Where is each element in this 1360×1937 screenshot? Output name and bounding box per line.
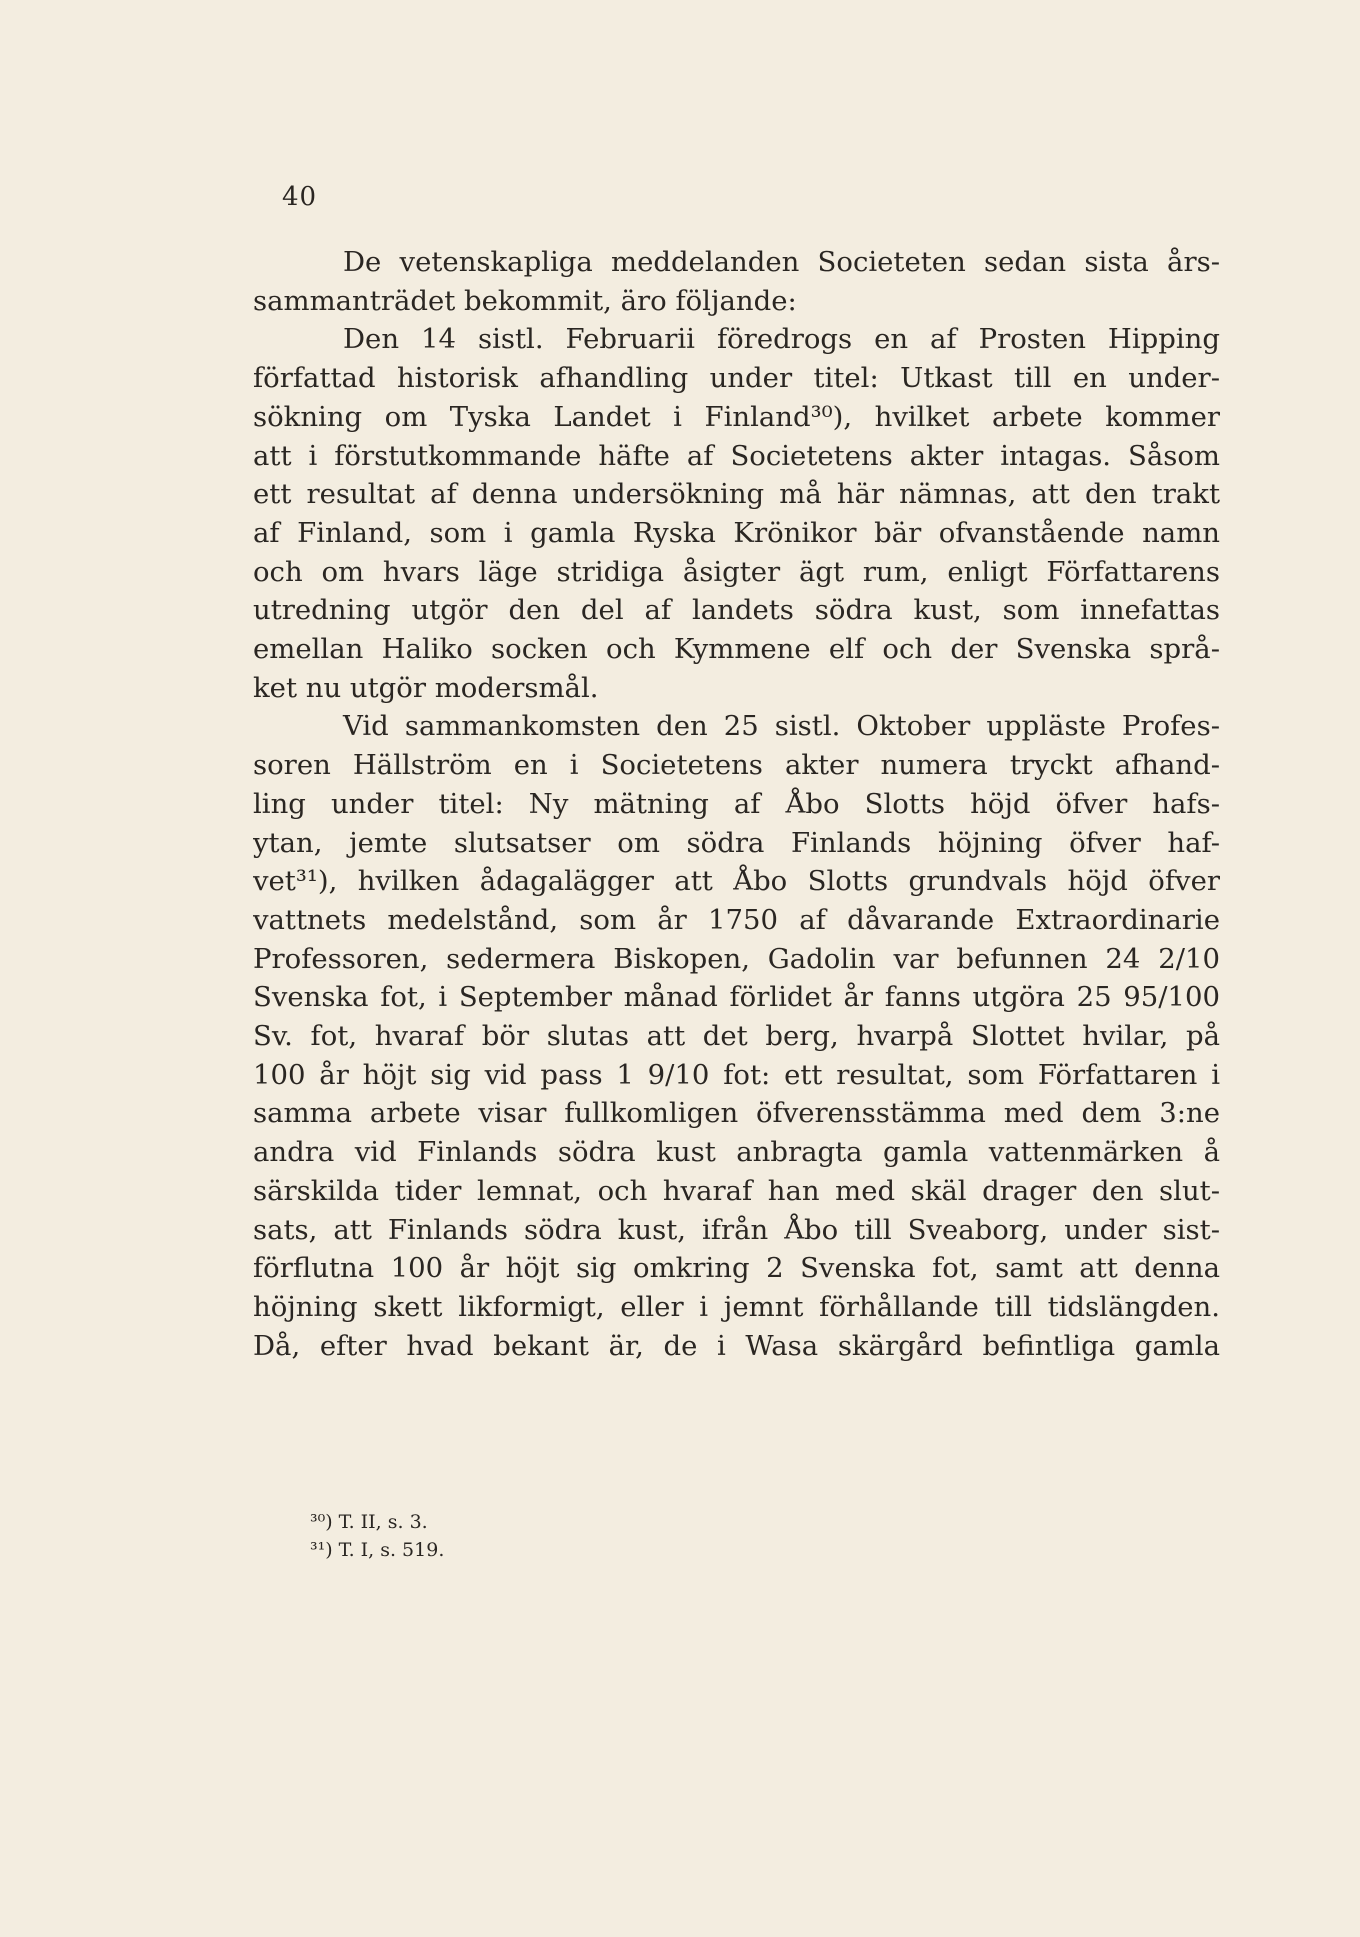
text-line: Sv. fot, hvaraf bör slutas att det berg, hvarpå Slottet hvilar, på [253, 1020, 1220, 1053]
text-line: sökning om Tyska Landet i Finland³⁰), hvilket arbete kommer [253, 400, 1220, 433]
body-text [253, 243, 1220, 1365]
text-line: att i förstutkommande häfte af Societetens akter intagas. Såsom [253, 439, 1220, 472]
text-line: sats, att Finlands södra kust, ifrån Åbo till Sveaborg, under sist- [253, 1213, 1220, 1246]
page-number: 40 [282, 182, 318, 212]
text-line: soren Hällström en i Societetens akter numera tryckt afhand- [253, 749, 1220, 782]
text-line: ling under titel: Ny mätning af Åbo Slotts höjd öfver hafs- [253, 787, 1220, 820]
text-line: utredning utgör den del af landets södra kust, som innefattas [253, 594, 1220, 627]
text-line: och om hvars läge stridiga åsigter ägt rum, enligt Författarens [253, 555, 1220, 588]
text-line: höjning skett likformigt, eller i jemnt förhållande till tidslängden. [253, 1290, 1220, 1323]
text-line: Professoren, sedermera Biskopen, Gadolin var befunnen 24 2/10 [253, 942, 1220, 975]
text-line: ytan, jemte slutsatser om södra Finlands höjning öfver haf- [253, 826, 1220, 859]
text-line: sammanträdet bekommit, äro följande: [253, 284, 797, 317]
text-line: De vetenskapliga meddelanden Societeten sedan sista års- [343, 246, 1220, 278]
text-line: författad historisk afhandling under titel: Utkast till en under- [253, 362, 1220, 395]
text-line: förflutna 100 år höjt sig omkring 2 Svenska fot, samt att denna [253, 1252, 1220, 1285]
text-line: Vid sammankomsten den 25 sistl. Oktober uppläste Profes- [343, 710, 1220, 743]
text-line: samma arbete visar fullkomligen öfverensstämma med dem 3:ne [253, 1097, 1220, 1130]
footnotes [310, 1508, 444, 1564]
text-line: ket nu utgör modersmål. [253, 671, 599, 704]
text-line: Svenska fot, i September månad förlidet år fanns utgöra 25 95/100 [253, 981, 1220, 1014]
text-line: Då, efter hvad bekant är, de i Wasa skärgård befintliga gamla [253, 1329, 1220, 1362]
text-line: andra vid Finlands södra kust anbragta gamla vattenmärken å [253, 1136, 1220, 1169]
text-line: 100 år höjt sig vid pass 1 9/10 fot: ett resultat, som Författaren i [253, 1058, 1220, 1091]
text-line: vattnets medelstånd, som år 1750 af dåvarande Extraordinarie [253, 903, 1220, 936]
text-line: Den 14 sistl. Februarii föredrogs en af Prosten Hipping [343, 323, 1220, 356]
text-line: särskilda tider lemnat, och hvaraf han med skäl drager den slut- [253, 1174, 1220, 1207]
text-line: ett resultat af denna undersökning må här nämnas, att den trakt [253, 478, 1220, 511]
text-line: emellan Haliko socken och Kymmene elf och der Svenska språ- [253, 633, 1220, 666]
footnote: ³¹) T. I, s. 519. [310, 1539, 445, 1561]
text-line: af Finland, som i gamla Ryska Krönikor bär ofvanstående namn [253, 516, 1220, 549]
footnote: ³⁰) T. II, s. 3. [310, 1511, 428, 1533]
text-line: vet³¹), hvilken ådagalägger att Åbo Slotts grundvals höjd öfver [253, 865, 1220, 898]
